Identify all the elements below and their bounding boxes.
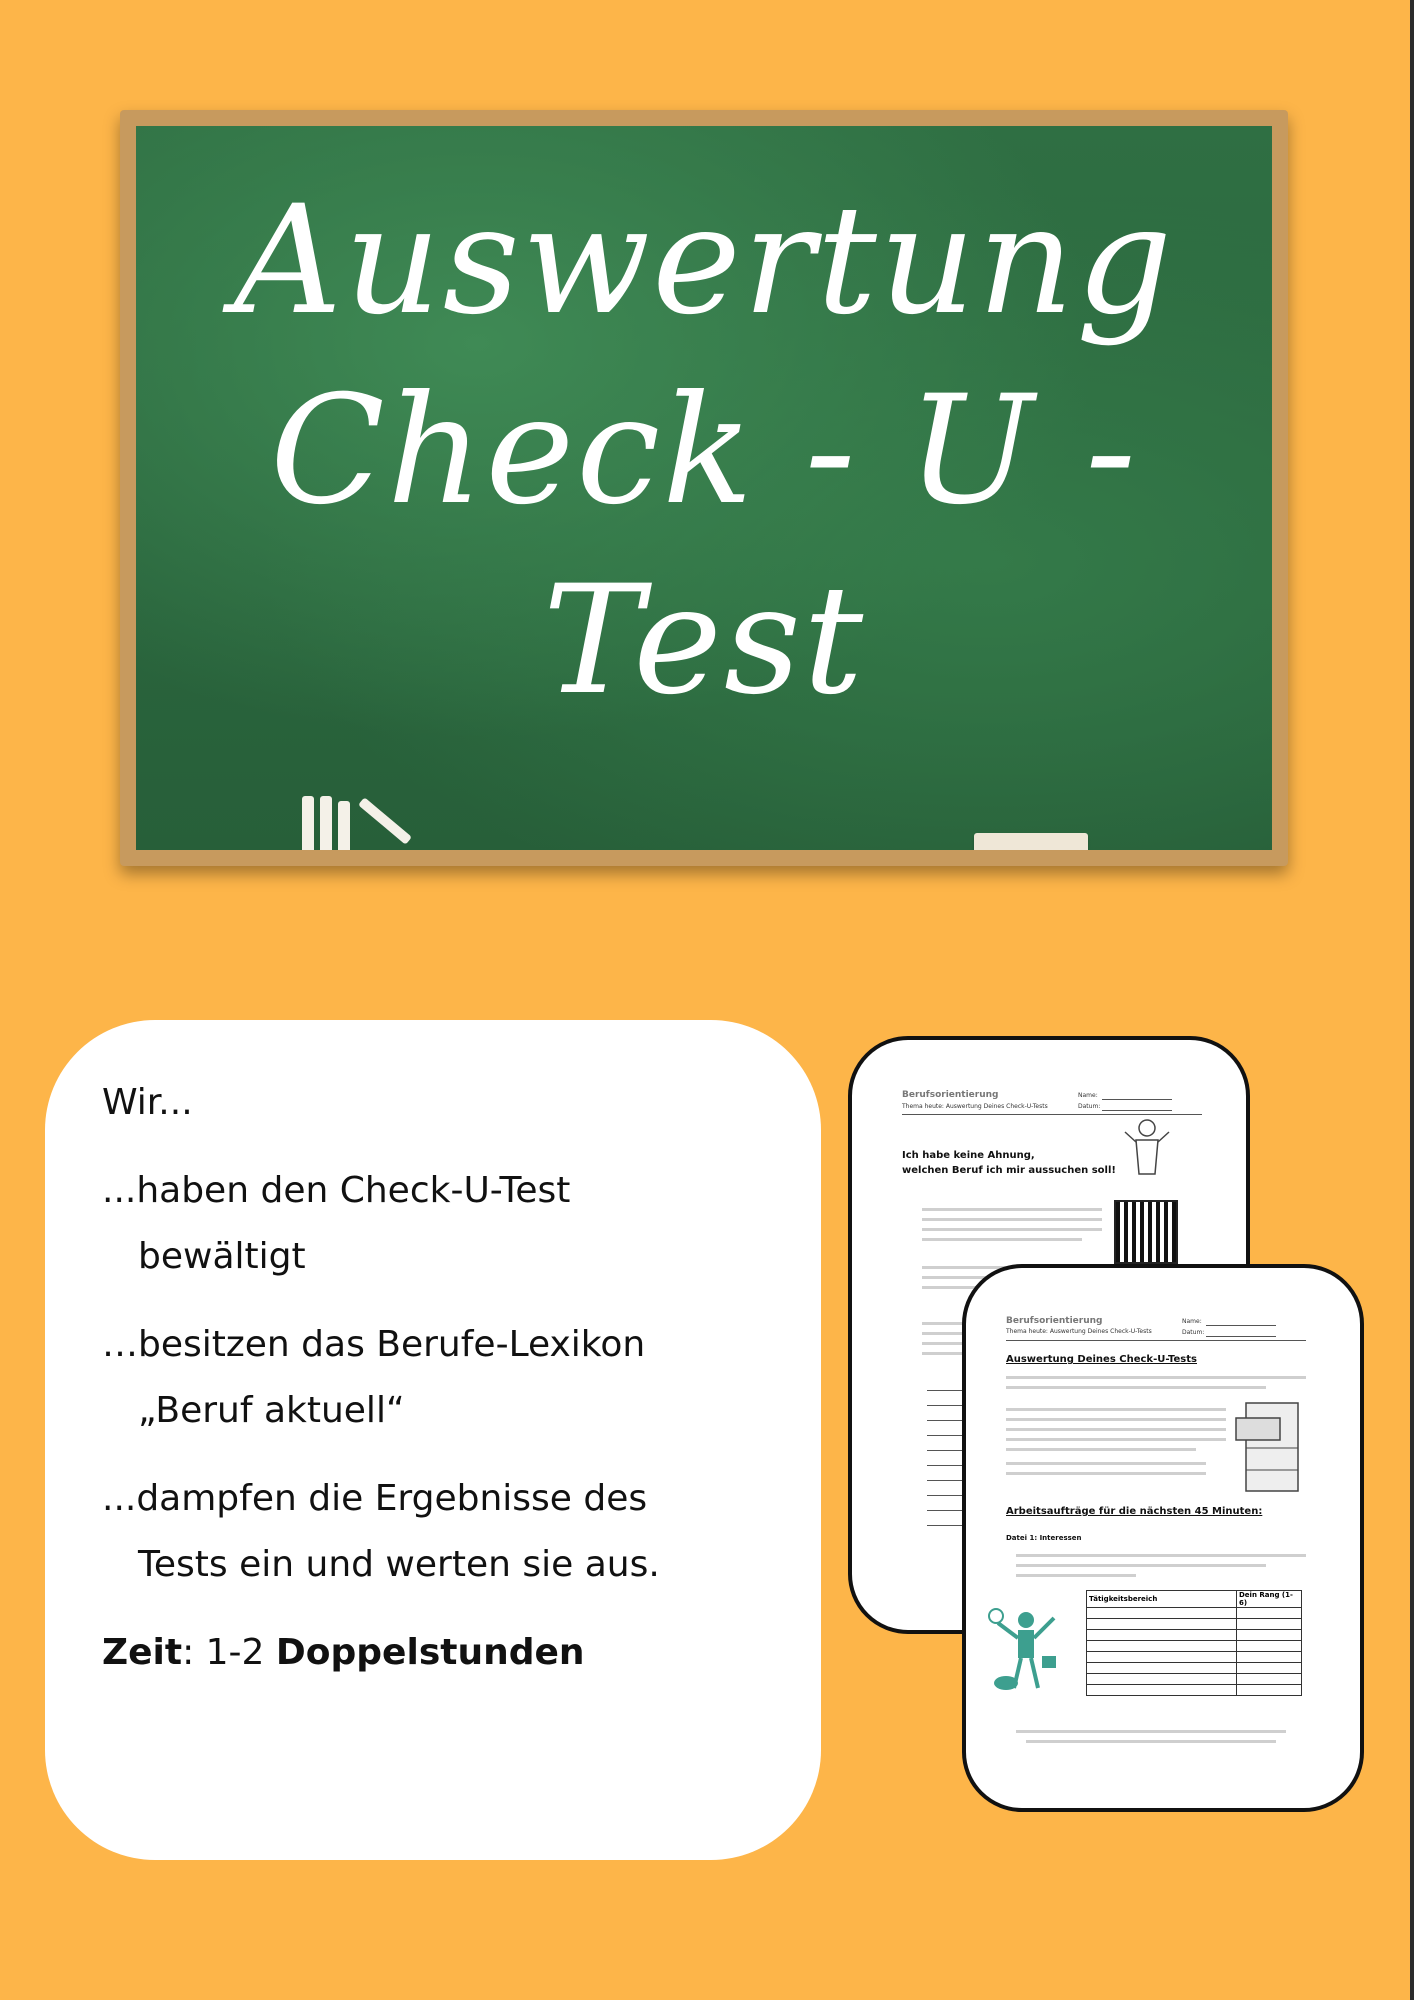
table-row bbox=[1087, 1652, 1302, 1663]
right-border bbox=[1410, 0, 1414, 2000]
item-3-line-1: ...dampfen die Ergebnisse des bbox=[102, 1478, 648, 1519]
sheet-2-tasks-title: Arbeitsaufträge für die nächsten 45 Minuten: bbox=[1006, 1506, 1263, 1517]
sheet-2-header: Berufsorientierung bbox=[1006, 1316, 1103, 1326]
sheet-2-file-label: Datei 1: Interessen bbox=[1006, 1534, 1082, 1542]
table-header-activity: Tätigkeitsbereich bbox=[1087, 1591, 1237, 1608]
chalkboard-title bbox=[136, 166, 1272, 736]
table-row bbox=[1087, 1619, 1302, 1630]
sheet-2-name-label: Name: bbox=[1182, 1318, 1202, 1325]
item-3 bbox=[102, 1466, 791, 1598]
time-line bbox=[102, 1620, 791, 1686]
item-1-line-1: ...haben den Check-U-Test bbox=[102, 1170, 571, 1211]
time-label: Zeit bbox=[102, 1632, 183, 1673]
chalkboard bbox=[120, 110, 1288, 866]
intro-text: Wir... bbox=[102, 1082, 193, 1123]
sheet-1-header: Berufsorientierung bbox=[902, 1090, 999, 1100]
time-value: : 1-2 bbox=[182, 1632, 276, 1673]
item-2 bbox=[102, 1312, 791, 1444]
table-row bbox=[1087, 1663, 1302, 1674]
table-row bbox=[1087, 1641, 1302, 1652]
chalk-piece-1 bbox=[302, 796, 314, 850]
title-line-1: Auswertung bbox=[233, 174, 1175, 348]
eraser bbox=[974, 833, 1088, 850]
title-line-3: Test bbox=[542, 554, 866, 728]
worksheet-preview-2 bbox=[962, 1264, 1364, 1812]
item-1 bbox=[102, 1158, 791, 1290]
chalk-piece-4 bbox=[358, 797, 412, 845]
table-row bbox=[1087, 1685, 1302, 1696]
sheet-1-headline-1: Ich habe keine Ahnung, bbox=[902, 1150, 1035, 1161]
item-3-line-2: Tests ein und werten sie aus. bbox=[138, 1544, 660, 1585]
chalk-piece-2 bbox=[320, 796, 332, 850]
chalk-piece-3 bbox=[338, 801, 350, 850]
sheet-1-headline-2: welchen Beruf ich mir aussuchen soll! bbox=[902, 1165, 1116, 1176]
shrug-figure-icon bbox=[1122, 1116, 1172, 1178]
sheet-1-name-label: Name: bbox=[1078, 1092, 1098, 1099]
item-2-line-2: „Beruf aktuell“ bbox=[138, 1390, 405, 1431]
sheet-1-subheader: Thema heute: Auswertung Deines Check-U-Tests bbox=[902, 1103, 1048, 1110]
info-card-text bbox=[102, 1070, 791, 1708]
time-unit: Doppelstunden bbox=[275, 1632, 585, 1673]
table-row bbox=[1087, 1608, 1302, 1619]
table-header-rank: Dein Rang (1-6) bbox=[1237, 1591, 1302, 1608]
sheet-2-date-label: Datum: bbox=[1182, 1329, 1205, 1336]
qr-code-icon bbox=[1114, 1200, 1178, 1264]
sheet-2-title: Auswertung Deines Check-U-Tests bbox=[1006, 1354, 1197, 1365]
sheet-1-date-label: Datum: bbox=[1078, 1103, 1101, 1110]
ranking-table bbox=[1086, 1590, 1302, 1696]
item-1-line-2: bewältigt bbox=[138, 1236, 306, 1277]
table-row bbox=[1087, 1630, 1302, 1641]
file-cabinet-icon bbox=[1234, 1398, 1304, 1498]
sheet-2-subheader: Thema heute: Auswertung Deines Check-U-Tests bbox=[1006, 1328, 1152, 1335]
title-line-2: Check - U - bbox=[270, 364, 1138, 538]
info-card bbox=[45, 1020, 821, 1860]
multitasking-figure-icon bbox=[986, 1598, 1066, 1698]
table-row bbox=[1087, 1674, 1302, 1685]
chalkboard-surface bbox=[136, 126, 1272, 850]
item-2-line-1: …besitzen das Berufe-Lexikon bbox=[102, 1324, 646, 1365]
